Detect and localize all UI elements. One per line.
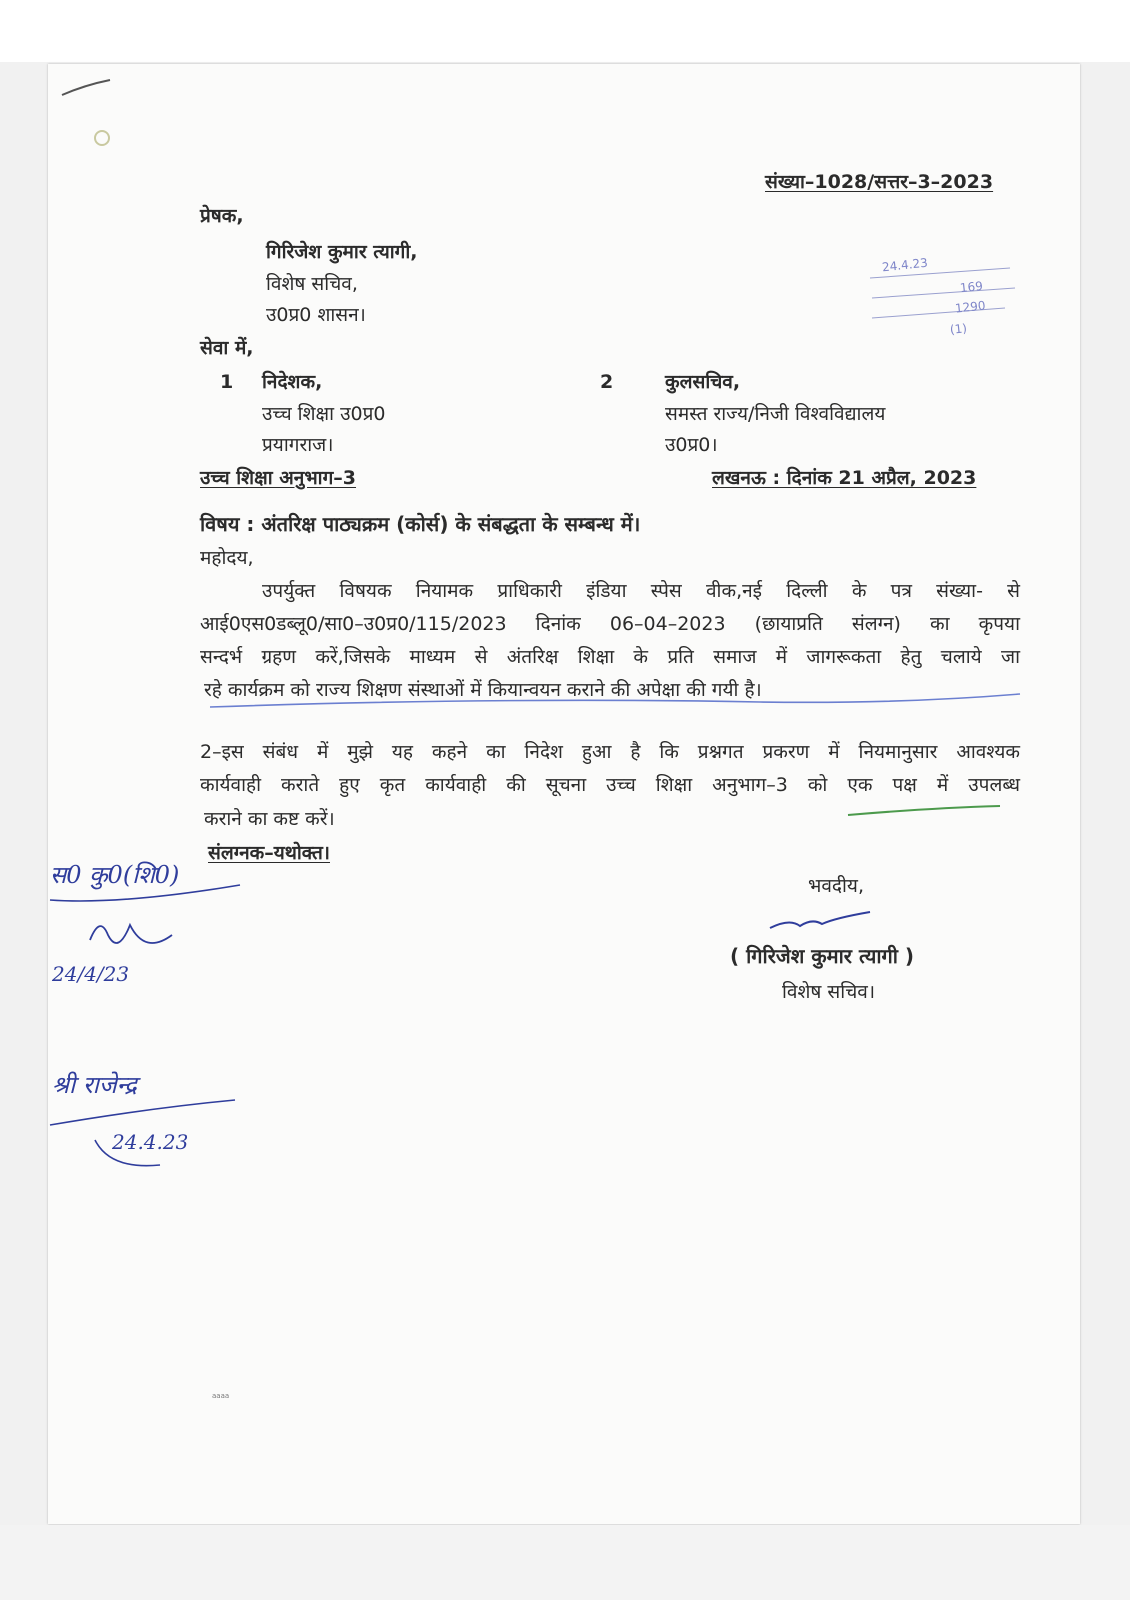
handwritten-note-2: श्री राजेन्द्र	[52, 1071, 137, 1099]
pencil-tick-mark	[62, 80, 110, 95]
recipient2-title: कुलसचिव,	[665, 371, 741, 393]
subject-line: विषय : अंतरिक्ष पाठ्यक्रम (कोर्स) के संबद्धता के सम्बन्ध में।	[200, 512, 641, 536]
paragraph-1	[200, 575, 1020, 674]
paragraph-1-line-3: सन्दर्भ ग्रहण करें,जिसके माध्यम से अंतरिक्ष शिक्षा के प्रति समाज में जागरूकता हेतु चलाये जा	[200, 646, 1020, 668]
bottom-margin	[0, 1525, 1130, 1600]
paragraph-2-line-2: कार्यवाही कराते हुए कृत कार्यवाही की सूचना उच्च शिक्षा अनुभाग–3 को एक पक्ष में उपलब्ध	[200, 774, 1020, 796]
paragraph-2	[200, 736, 1020, 802]
paragraph-1-line-2: आई0एस0डब्लू0/सा0–उ0प्र0/115/2023 दिनांक 06–04–2023 (छायाप्रति संलग्न) का कृपया	[200, 613, 1020, 635]
place-and-date: लखनऊ : दिनांक 21 अप्रैल, 2023	[712, 467, 977, 489]
recipient2-number: 2	[600, 371, 614, 393]
paragraph-2-line-1: 2–इस संबंध में मुझे यह कहने का निदेश हुआ है कि प्रश्नगत प्रकरण में नियमानुसार आवश्यक	[200, 741, 1020, 763]
paragraph-1-last-line: रहे कार्यक्रम को राज्य शिक्षण संस्थाओं में कियान्वयन कराने की अपेक्षा की गयी है।	[204, 679, 762, 701]
sender-label: प्रेषक,	[200, 205, 244, 227]
recipient2-line3: उ0प्र0।	[665, 434, 718, 456]
recipient1-line2: उच्च शिक्षा उ0प्र0	[262, 403, 386, 425]
recipient1-line3: प्रयागराज।	[262, 434, 334, 456]
receipt-stamp-line2: 169	[959, 278, 984, 296]
enclosure-note: संलग्नक–यथोक्त।	[208, 842, 330, 864]
recipient1-number: 1	[220, 371, 234, 393]
signatory-name: ( गिरिजेश कुमार त्यागी )	[730, 944, 915, 968]
stamp-line-2	[872, 288, 1015, 298]
green-underline-para2	[848, 806, 1000, 815]
handwritten-note-1: स0 कु0(शि0)	[50, 861, 180, 889]
recipient1-title: निदेशक,	[262, 371, 323, 393]
section-name: उच्च शिक्षा अनुभाग–3	[200, 467, 357, 489]
reference-number: संख्या–1028/सत्तर–3–2023	[765, 171, 994, 193]
note2-underline	[50, 1100, 235, 1125]
closing-word: भवदीय,	[808, 875, 864, 897]
signatory-designation: विशेष सचिव।	[782, 981, 876, 1003]
sender-designation: विशेष सचिव,	[266, 273, 358, 295]
handwritten-note-2-date: 24.4.23	[112, 1130, 189, 1154]
signature-scribble	[770, 912, 870, 928]
handwritten-note-1-date: 24/4/23	[52, 962, 130, 986]
receipt-stamp-line4: (1)	[949, 321, 968, 337]
recipient2-line2: समस्त राज्य/निजी विश्वविद्यालय	[665, 403, 886, 425]
stain-mark	[95, 131, 109, 145]
initials-scribble	[90, 925, 172, 943]
salutation: महोदय,	[200, 547, 254, 569]
paragraph-1-line-1: उपर्युक्त विषयक नियामक प्राधिकारी इंडिया स्पेस वीक,नई दिल्ली के पत्र संख्या- से	[262, 580, 1020, 602]
to-label: सेवा में,	[200, 337, 254, 359]
receipt-stamp-date: 24.4.23	[881, 255, 929, 275]
footer-mark: aaaa	[212, 1392, 230, 1400]
sender-name: गिरिजेश कुमार त्यागी,	[266, 241, 418, 263]
receipt-stamp-line3: 1290	[954, 298, 987, 316]
paragraph-2-last-line: कराने का कष्ट करें।	[204, 808, 335, 830]
sender-office: उ0प्र0 शासन।	[266, 304, 366, 326]
